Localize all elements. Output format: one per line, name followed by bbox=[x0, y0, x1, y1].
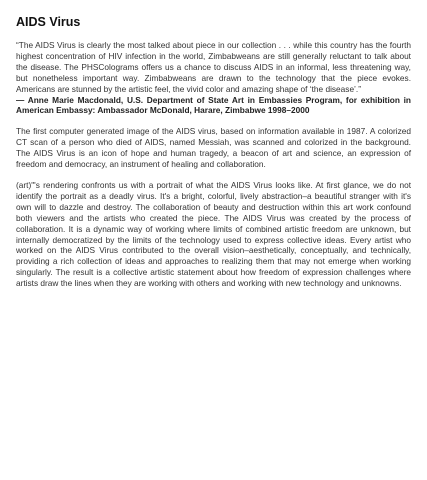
description-paragraph: The first computer generated image of the AIDS virus, based on information available in 1987. A colorized CT scan of a person who died of AIDS, named Messiah, was scanned and colorized in the background. The AIDS Virus is an icon of hope and human tragedy, a beacon of art and science, an expression of freedom and democracy, an instrument of healing and collaboration. bbox=[16, 126, 411, 170]
quote-text: “The AIDS Virus is clearly the most talked about piece in our collection . . . while this country has the fourth highest concentration of HIV infection in the world, Zimbabweans are still generally reluctant to talk about the disease. The PHSColograms offers us a chance to discuss AIDS in an informal, less threatening way, but nonetheless important way. Zimbabweans are drawn to the technology that the piece evokes. Americans are stunned by the artistic feel, the vivid color and amazing shape of ‘the disease’.” bbox=[16, 40, 411, 94]
collaboration-paragraph: (art)"'s rendering confronts us with a portrait of what the AIDS Virus looks like. At first glance, we do not identify the portrait as a deadly virus. It's a bright, colorful, lively abstraction–a beautiful stranger with it's own will to dazzle and destroy. The collaboration of beauty and destruction within this art work confound both viewers and the artists who created the piece. The AIDS Virus was created by the process of collaboration. It is a dynamic way of working where limits of combined artistic freedom are unknown, but internally democratized by the limits of the technology used to express collective ideas. Every artist who worked on the AIDS Virus contributed to the overall vision–aesthetically, conceptually, and technically, providing a rich collection of ideas and approaches to realizing them that may not emerge when working singularly. The result is a collective artistic statement about how freedom of expression challenges where artists draw the lines when they are working with others and working with new technology and unknowns. bbox=[16, 179, 411, 289]
page-title: AIDS Virus bbox=[16, 15, 81, 29]
quote-paragraph bbox=[16, 40, 411, 116]
quote-attribution: — Anne Marie Macdonald, U.S. Department of State Art in Embassies Program, for exhibition in American Embassy: Ambassador McDonald, Harare, Zimbabwe 1998–2000 bbox=[16, 94, 411, 116]
